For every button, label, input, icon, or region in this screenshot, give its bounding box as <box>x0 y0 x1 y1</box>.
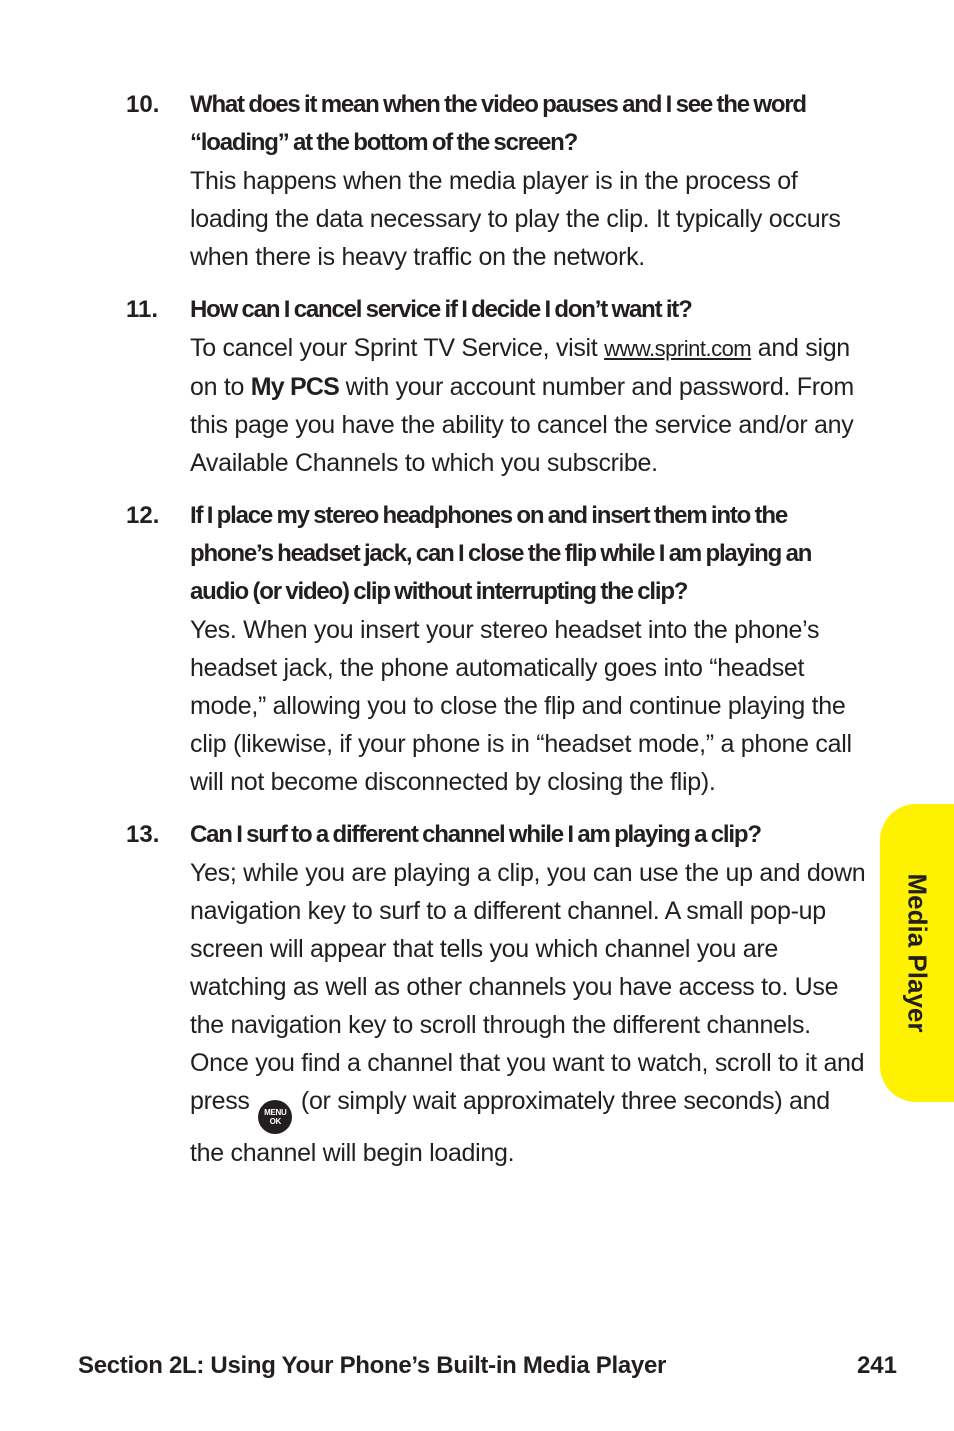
faq-item-12 <box>126 497 866 801</box>
icon-label: MENU <box>264 1108 287 1117</box>
faq-number: 11. <box>126 296 159 323</box>
faq-number: 10. <box>126 91 160 118</box>
faq-list <box>126 86 866 1187</box>
faq-question: If I place my stereo headphones on and insert them into the phone’s headset jack, can I close the flip while I am playing an audio (or video) clip without interrupting the clip? <box>190 502 812 605</box>
my-pcs-label: My PCS <box>250 373 340 401</box>
page-number: 241 <box>856 1352 897 1379</box>
faq-number: 12. <box>126 502 160 529</box>
sprint-link[interactable]: www.sprint.com <box>604 336 752 361</box>
answer-text: Yes; while you are playing a clip, you can use the up and down navigation key to surf to a different channel. A small pop-up screen will appear that tells you which channel you are watching as well as other channels you have access to. Use the navigation key to scroll through the different channels. Once you find a channel that you want to watch, scroll to it and press <box>190 859 866 1115</box>
faq-question: What does it mean when the video pauses and I see the word “loading” at the bottom of the screen? <box>190 91 806 156</box>
answer-text: (or simply wait approximately three seconds) and the channel will begin loading. <box>190 1087 830 1167</box>
side-tab <box>880 804 954 1102</box>
side-tab-label: Media Player <box>902 873 933 1033</box>
faq-question: Can I surf to a different channel while I am playing a clip? <box>190 821 761 848</box>
faq-answer <box>190 329 866 482</box>
faq-item-10 <box>126 86 866 276</box>
icon-label: OK <box>269 1117 281 1126</box>
faq-item-11 <box>126 291 866 482</box>
answer-text: with your account number and password. From this page you have the ability to cancel the service and/or any Available Channels to which you subscribe. <box>190 373 854 477</box>
answer-text: and sign on to <box>190 334 850 401</box>
footer-section-title: Section 2L: Using Your Phone’s Built-in Media Player <box>78 1352 667 1379</box>
faq-answer: This happens when the media player is in the process of loading the data necessary to play the clip. It typically occurs when there is heavy traffic on the network. <box>190 167 841 271</box>
faq-answer <box>190 854 866 1172</box>
faq-answer: Yes. When you insert your stereo headset into the phone’s headset jack, the phone automatically goes into “headset mode,” allowing you to close the flip and continue playing the clip (likewise, if your phone is in “headset mode,” a phone call will not become disconnected by closing the flip). <box>190 616 852 796</box>
faq-question: How can I cancel service if I decide I don’t want it? <box>190 296 692 323</box>
answer-text: To cancel your Sprint TV Service, visit <box>190 334 605 362</box>
faq-item-13 <box>126 816 866 1172</box>
faq-number: 13. <box>126 821 160 848</box>
menu-ok-key-icon <box>258 1100 292 1134</box>
